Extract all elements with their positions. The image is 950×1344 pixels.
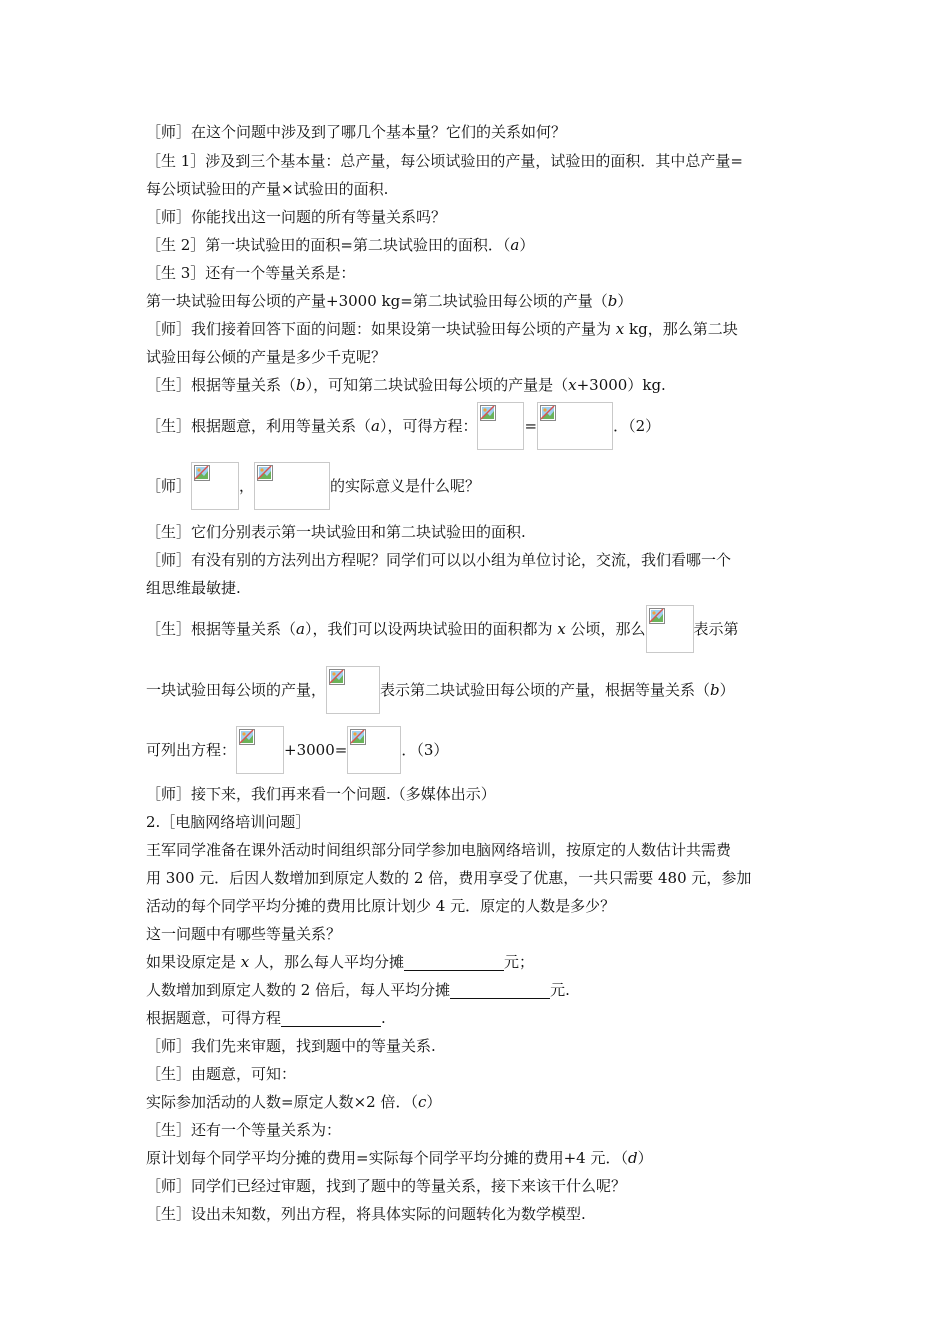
text-line [146,402,660,450]
text: 可列出方程： [146,741,237,759]
text: ［生 2］第一块试验田的面积=第二块试验田的面积．（ [146,236,511,254]
text-line [146,1176,626,1196]
text-line [146,319,738,339]
text: ［师］我们接着回答下面的问题：如果设第一块试验田每公顷的产量为 [146,320,616,338]
text: 根据题意，可得方程 [146,1009,282,1027]
text: 公顷，那么 [565,620,646,638]
broken-image-icon [540,405,556,421]
text-line [146,1008,386,1028]
text: ［生］还有一个等量关系为： [146,1121,342,1139]
formula-image [477,402,524,450]
fill-in-blank [450,982,550,999]
broken-image-icon [194,465,210,481]
text-line [146,812,310,832]
text: ） [519,236,535,254]
text: . [381,1009,386,1027]
text-line [146,578,241,598]
text-line [146,868,751,888]
broken-image-icon [480,405,496,421]
variable: c [417,1093,427,1111]
text-line [146,726,448,774]
text: ） [719,681,735,699]
text: ） [637,1149,653,1167]
text: ） [426,1093,442,1111]
text: 一块试验田每公顷的产量， [146,681,327,699]
broken-image-icon [649,608,665,624]
text-line [146,522,526,542]
formula-image [236,726,284,774]
variable: x [240,953,250,971]
text: ．（3） [401,741,449,759]
text-line [146,924,341,944]
text: ［师］你能找出这一问题的所有等量关系吗？ [146,208,447,226]
formula-image [254,462,330,510]
variable: a [510,236,520,254]
text: 原计划每个同学平均分摊的费用=实际每个同学平均分摊的费用+4 元．（ [146,1149,628,1167]
text-line [146,291,632,311]
text: ［生］它们分别表示第一块试验田和第二块试验田的面积. [146,523,526,541]
broken-image-icon [350,729,366,745]
text-line [146,605,739,653]
text: 元. [550,981,570,999]
text: 实际参加活动的人数=原定人数×2 倍．（ [146,1093,418,1111]
text-line [146,550,731,570]
broken-image-icon [257,465,273,481]
variable: x [557,620,566,638]
text: ），可得方程： [379,417,478,435]
broken-image-icon [239,729,255,745]
text-line [146,1204,586,1224]
formula-image [191,462,239,510]
fill-in-blank [281,1010,381,1027]
text-line [146,980,570,1000]
text: 元； [504,953,535,971]
text: ），可知第二块试验田每公顷的产量是（ [305,376,569,394]
text: ， [239,477,255,495]
text-line [146,122,566,142]
text: 表示第二块试验田每公顷的产量，根据等量关系（ [380,681,711,699]
text: 王军同学准备在课外活动时间组织部分同学参加电脑网络培训，按原定的人数估计共需费 [146,841,732,859]
text: ［师］我们先来审题，找到题中的等量关系. [146,1037,436,1055]
text: ［生］根据等量关系（ [146,376,297,394]
text-line [146,784,496,804]
text-line [146,235,534,255]
text: ［师］ [146,477,192,495]
text: 每公顷试验田的产量×试验田的面积. [146,180,389,198]
text: 活动的每个同学平均分摊的费用比原计划少 4 元．原定的人数是多少？ [146,897,616,915]
text: ［生 1］涉及到三个基本量：总产量，每公顷试验田的产量，试验田的面积．其中总产量= [146,152,743,170]
text: +3000= [284,741,348,759]
text-line [146,263,355,283]
text: 组思维最敏捷. [146,579,241,597]
text-line [146,1148,653,1168]
text: 用 300 元．后因人数增加到原定人数的 2 倍，费用享受了优惠，一共只需要 480 元，参加 [146,869,752,887]
variable: x [615,320,625,338]
text-line [146,666,735,714]
text: 人，那么每人平均分摊 [249,953,405,971]
text: 这一问题中有哪些等量关系？ [146,925,342,943]
text-line [146,207,446,227]
text-line [146,1036,436,1056]
text: +3000）kg. [576,376,666,394]
text: ［生］根据等量关系（ [146,620,297,638]
section-heading: 2.［电脑网络培训问题］ [146,813,311,831]
formula-image [326,666,380,714]
variable: b [607,292,618,310]
text-line [146,347,386,367]
formula-image [537,402,613,450]
variable: a [371,417,380,435]
fill-in-blank [404,954,504,971]
text-line [146,375,666,395]
text: 如果设原定是 [146,953,241,971]
text: ［生 3］还有一个等量关系是： [146,264,356,282]
text-line [146,462,480,510]
formula-image [646,605,694,653]
variable: x [568,376,577,394]
text: ．（2） [613,417,661,435]
text: 试验田每公倾的产量是多少千克呢？ [146,348,387,366]
text-line [146,179,388,199]
text: 表示第 [693,620,739,638]
text: ［师］接下来，我们再来看一个问题.（多媒体出示） [146,785,496,803]
text: ），我们可以设两块试验田的面积都为 [304,620,558,638]
broken-image-icon [329,669,345,685]
text: = [524,417,538,435]
text-line [146,1092,441,1112]
variable: d [627,1149,638,1167]
text: ） [617,292,633,310]
text: 第一块试验田每公顷的产量+3000 kg=第二块试验田每公顷的产量（ [146,292,608,310]
text: ［生］由题意，可知： [146,1065,297,1083]
formula-image [347,726,401,774]
text: ［师］同学们已经过审题，找到了题中的等量关系，接下来该干什么呢？ [146,1177,627,1195]
text: ［生］设出未知数，列出方程，将具体实际的问题转化为数学模型. [146,1205,586,1223]
text: kg，那么第二块 [624,320,738,338]
variable: b [296,376,306,394]
text-line [146,952,534,972]
text: 人数增加到原定人数的 2 倍后，每人平均分摊 [146,981,451,999]
text: ［师］有没有别的方法列出方程呢？同学们可以以小组为单位讨论，交流，我们看哪一个 [146,551,732,569]
text: ［生］根据题意，利用等量关系（ [146,417,372,435]
text-line [146,840,731,860]
variable: b [710,681,720,699]
text: 的实际意义是什么呢？ [330,477,481,495]
text-line [146,1064,296,1084]
text-line [146,1120,341,1140]
text-line [146,151,743,171]
text: ［师］在这个问题中涉及到了哪几个基本量？它们的关系如何？ [146,123,567,141]
variable: a [296,620,305,638]
text-line [146,896,615,916]
